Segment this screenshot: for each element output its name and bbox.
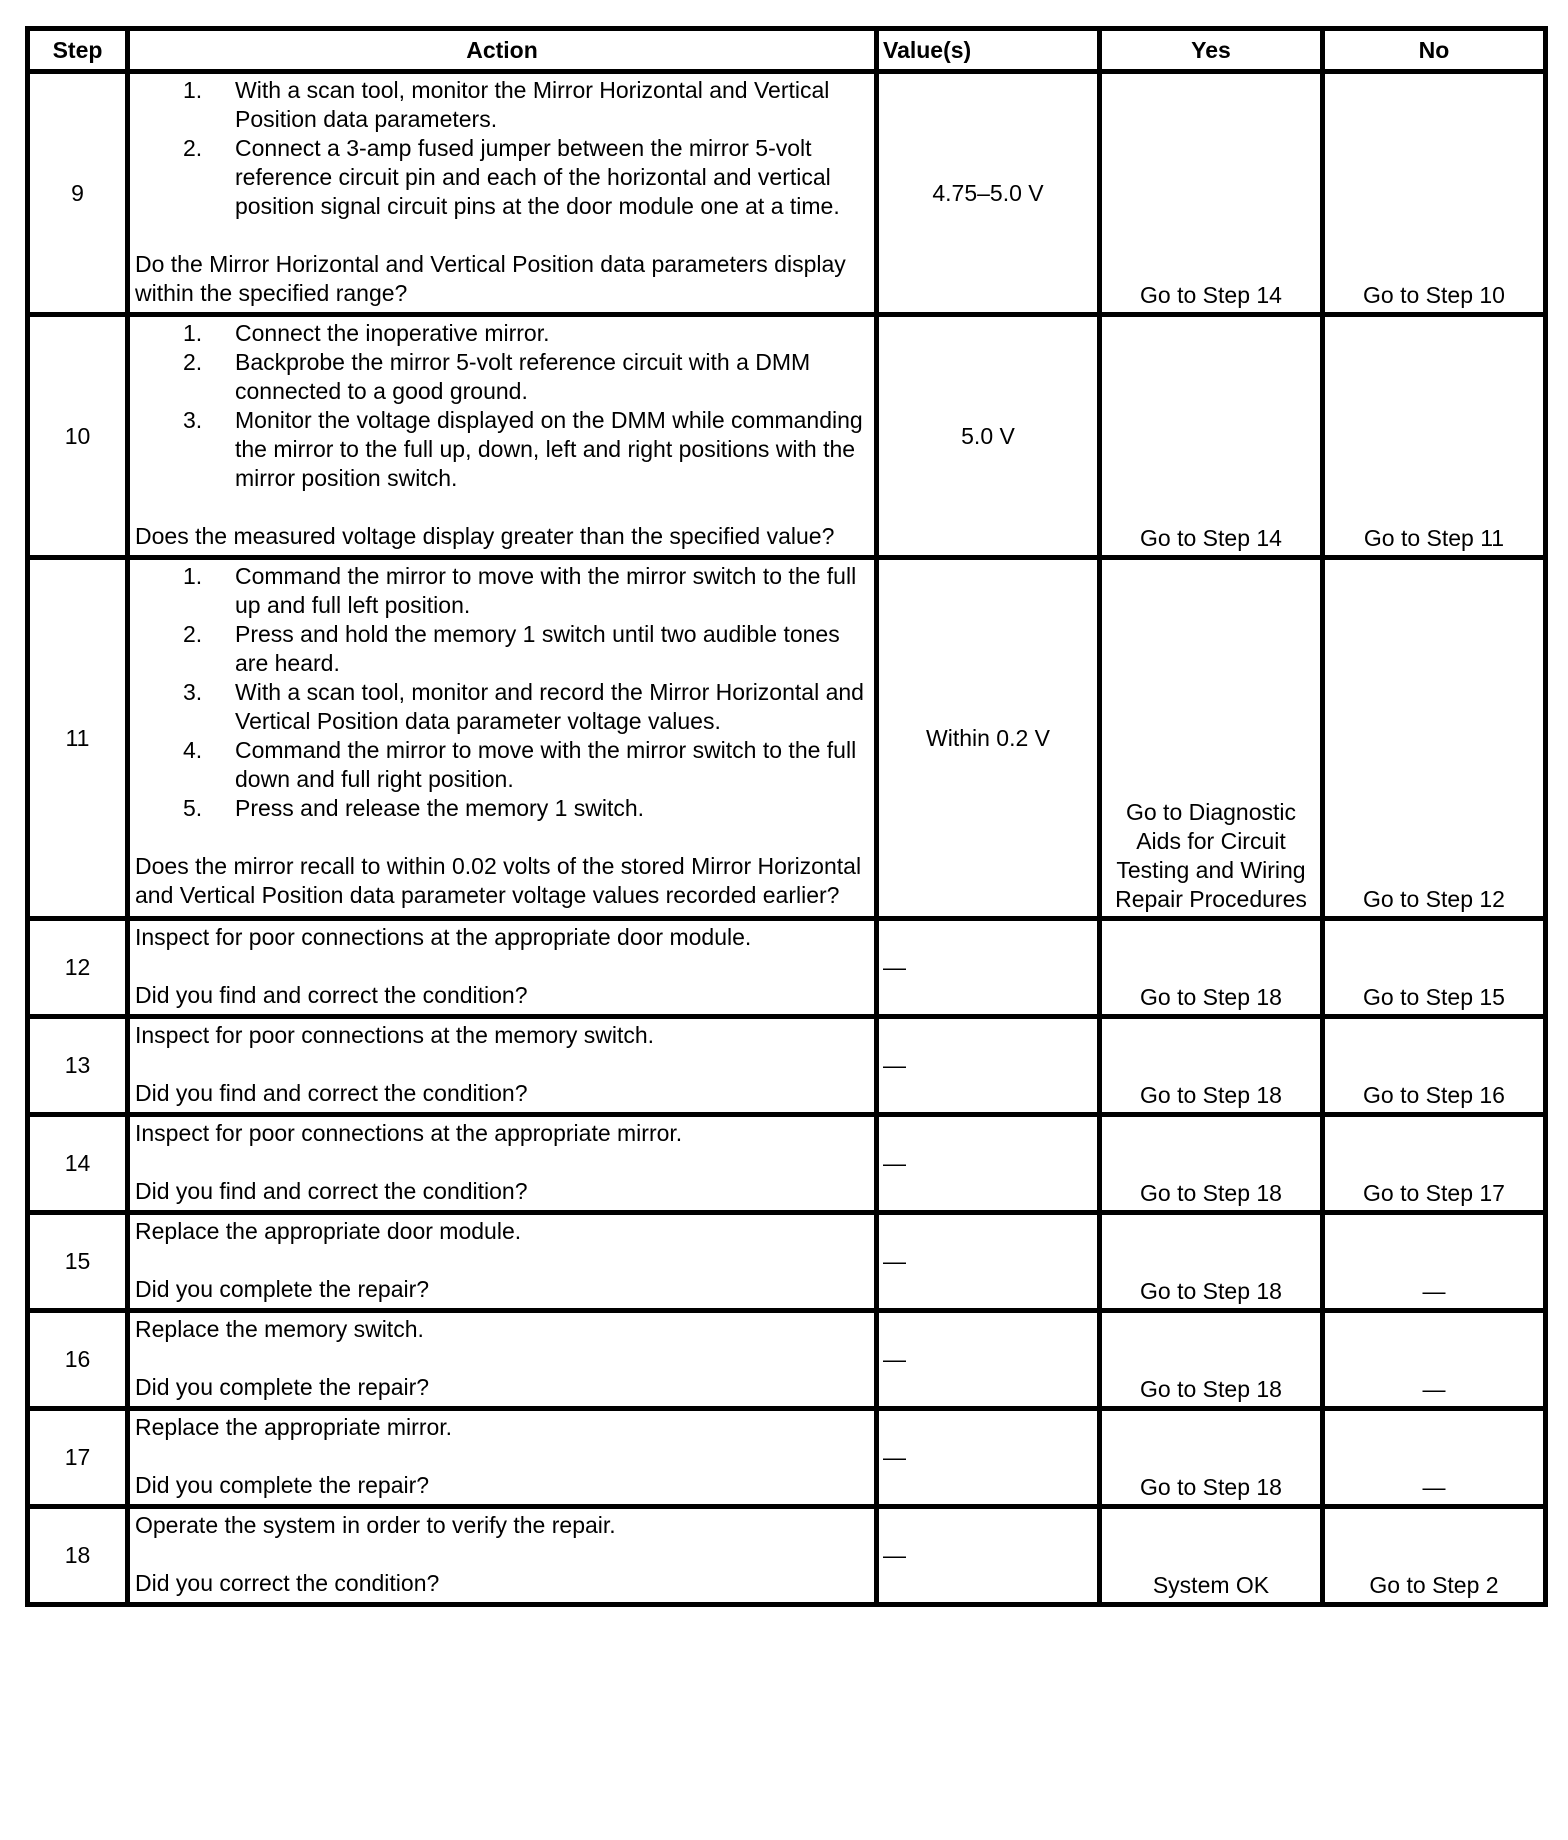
action-question: Did you find and correct the condition? — [135, 1178, 528, 1204]
yes-cell: Go to Step 14 — [1100, 315, 1323, 558]
value-cell: — — [877, 1311, 1100, 1409]
value-cell: Within 0.2 V — [877, 558, 1100, 919]
yes-cell: System OK — [1100, 1507, 1323, 1605]
value-cell: — — [877, 1213, 1100, 1311]
list-item-number: 1. — [183, 320, 203, 346]
step-number: 10 — [28, 315, 128, 558]
value-cell: 5.0 V — [877, 315, 1100, 558]
yes-cell: Go to Step 18 — [1100, 1017, 1323, 1115]
list-item — [135, 620, 870, 678]
value-cell: 4.75–5.0 V — [877, 72, 1100, 315]
no-cell: — — [1323, 1311, 1546, 1409]
action-steps-list — [135, 562, 870, 823]
action-question: Did you correct the condition? — [135, 1570, 440, 1596]
value-cell: — — [877, 1409, 1100, 1507]
action-steps-list — [135, 319, 870, 493]
yes-cell: Go to Diagnostic Aids for Circuit Testing and Wiring Repair Procedures — [1100, 558, 1323, 919]
step-number: 14 — [28, 1115, 128, 1213]
no-cell: — — [1323, 1213, 1546, 1311]
step-number: 11 — [28, 558, 128, 919]
list-item-number: 2. — [183, 135, 203, 161]
action-instruction: Operate the system in order to verify the repair. — [135, 1512, 616, 1538]
action-question: Does the mirror recall to within 0.02 volts of the stored Mirror Horizontal and Vertical Position data parameter voltage values recorded earlier? — [135, 853, 862, 908]
value-cell: — — [877, 919, 1100, 1017]
yes-cell: Go to Step 18 — [1100, 919, 1323, 1017]
action-instruction: Inspect for poor connections at the memory switch. — [135, 1022, 655, 1048]
table-row — [28, 315, 1546, 558]
list-item-number: 1. — [183, 563, 203, 589]
list-item-number: 2. — [183, 621, 203, 647]
table-row — [28, 72, 1546, 315]
table-row — [28, 1017, 1546, 1115]
header-action: Action — [128, 29, 877, 72]
list-item — [135, 348, 870, 406]
value-cell: — — [877, 1115, 1100, 1213]
header-yes: Yes — [1100, 29, 1323, 72]
no-cell: Go to Step 17 — [1323, 1115, 1546, 1213]
list-item — [135, 76, 870, 134]
action-cell — [128, 1213, 877, 1311]
action-question: Do the Mirror Horizontal and Vertical Position data parameters display within the specified range? — [135, 251, 846, 306]
list-item-text: With a scan tool, monitor and record the Mirror Horizontal and Vertical Position data parameter voltage values. — [235, 679, 864, 734]
table-row — [28, 1115, 1546, 1213]
list-item — [135, 134, 870, 221]
action-cell — [128, 1115, 877, 1213]
header-row — [28, 29, 1546, 72]
diagnostic-table — [25, 26, 1548, 1607]
list-item — [135, 794, 870, 823]
list-item-number: 5. — [183, 795, 203, 821]
no-cell: Go to Step 10 — [1323, 72, 1546, 315]
diagnostic-table-sheet — [25, 26, 1543, 1607]
header-step: Step — [28, 29, 128, 72]
yes-cell: Go to Step 14 — [1100, 72, 1323, 315]
yes-cell: Go to Step 18 — [1100, 1311, 1323, 1409]
list-item-number: 3. — [183, 679, 203, 705]
yes-cell: Go to Step 18 — [1100, 1409, 1323, 1507]
list-item — [135, 319, 870, 348]
action-question: Did you find and correct the condition? — [135, 1080, 528, 1106]
action-cell — [128, 315, 877, 558]
action-cell — [128, 1409, 877, 1507]
list-item-text: Press and hold the memory 1 switch until two audible tones are heard. — [235, 621, 840, 676]
list-item-number: 2. — [183, 349, 203, 375]
action-question: Did you complete the repair? — [135, 1472, 430, 1498]
list-item-text: Press and release the memory 1 switch. — [235, 795, 645, 821]
no-cell: Go to Step 12 — [1323, 558, 1546, 919]
table-row — [28, 558, 1546, 919]
list-item-text: Monitor the voltage displayed on the DMM while commanding the mirror to the full up, down, left and right positions with the mirror position switch. — [235, 407, 863, 491]
table-row — [28, 919, 1546, 1017]
list-item-number: 1. — [183, 77, 203, 103]
action-instruction: Replace the appropriate door module. — [135, 1218, 522, 1244]
header-values: Value(s) — [877, 29, 1100, 72]
step-number: 9 — [28, 72, 128, 315]
no-cell: Go to Step 11 — [1323, 315, 1546, 558]
list-item-text: Connect the inoperative mirror. — [235, 320, 550, 346]
action-question: Did you find and correct the condition? — [135, 982, 528, 1008]
list-item-text: Connect a 3-amp fused jumper between the mirror 5-volt reference circuit pin and each of the horizontal and vertical position signal circuit pins at the door module one at a time. — [235, 135, 840, 219]
step-number: 17 — [28, 1409, 128, 1507]
list-item — [135, 406, 870, 493]
list-item — [135, 678, 870, 736]
action-cell — [128, 919, 877, 1017]
action-cell — [128, 558, 877, 919]
table-row — [28, 1507, 1546, 1605]
no-cell: — — [1323, 1409, 1546, 1507]
list-item-number: 4. — [183, 737, 203, 763]
action-cell — [128, 72, 877, 315]
table-row — [28, 1311, 1546, 1409]
no-cell: Go to Step 16 — [1323, 1017, 1546, 1115]
step-number: 12 — [28, 919, 128, 1017]
header-no: No — [1323, 29, 1546, 72]
list-item-text: Backprobe the mirror 5-volt reference circuit with a DMM connected to a good ground. — [235, 349, 811, 404]
no-cell: Go to Step 2 — [1323, 1507, 1546, 1605]
step-number: 13 — [28, 1017, 128, 1115]
table-row — [28, 1213, 1546, 1311]
list-item — [135, 736, 870, 794]
action-question: Did you complete the repair? — [135, 1276, 430, 1302]
action-instruction: Replace the memory switch. — [135, 1316, 424, 1342]
action-instruction: Inspect for poor connections at the appropriate door module. — [135, 924, 752, 950]
action-question: Did you complete the repair? — [135, 1374, 430, 1400]
action-question: Does the measured voltage display greater than the specified value? — [135, 523, 835, 549]
list-item-text: With a scan tool, monitor the Mirror Horizontal and Vertical Position data parameters. — [235, 77, 830, 132]
table-row — [28, 1409, 1546, 1507]
step-number: 18 — [28, 1507, 128, 1605]
yes-cell: Go to Step 18 — [1100, 1115, 1323, 1213]
list-item — [135, 562, 870, 620]
list-item-text: Command the mirror to move with the mirror switch to the full up and full left position. — [235, 563, 857, 618]
action-instruction: Replace the appropriate mirror. — [135, 1414, 453, 1440]
step-number: 15 — [28, 1213, 128, 1311]
value-cell: — — [877, 1017, 1100, 1115]
table-body — [28, 72, 1546, 1605]
value-cell: — — [877, 1507, 1100, 1605]
action-cell — [128, 1017, 877, 1115]
action-steps-list — [135, 76, 870, 221]
action-cell — [128, 1507, 877, 1605]
action-instruction: Inspect for poor connections at the appropriate mirror. — [135, 1120, 683, 1146]
yes-cell: Go to Step 18 — [1100, 1213, 1323, 1311]
no-cell: Go to Step 15 — [1323, 919, 1546, 1017]
list-item-number: 3. — [183, 407, 203, 433]
action-cell — [128, 1311, 877, 1409]
list-item-text: Command the mirror to move with the mirror switch to the full down and full right position. — [235, 737, 857, 792]
step-number: 16 — [28, 1311, 128, 1409]
